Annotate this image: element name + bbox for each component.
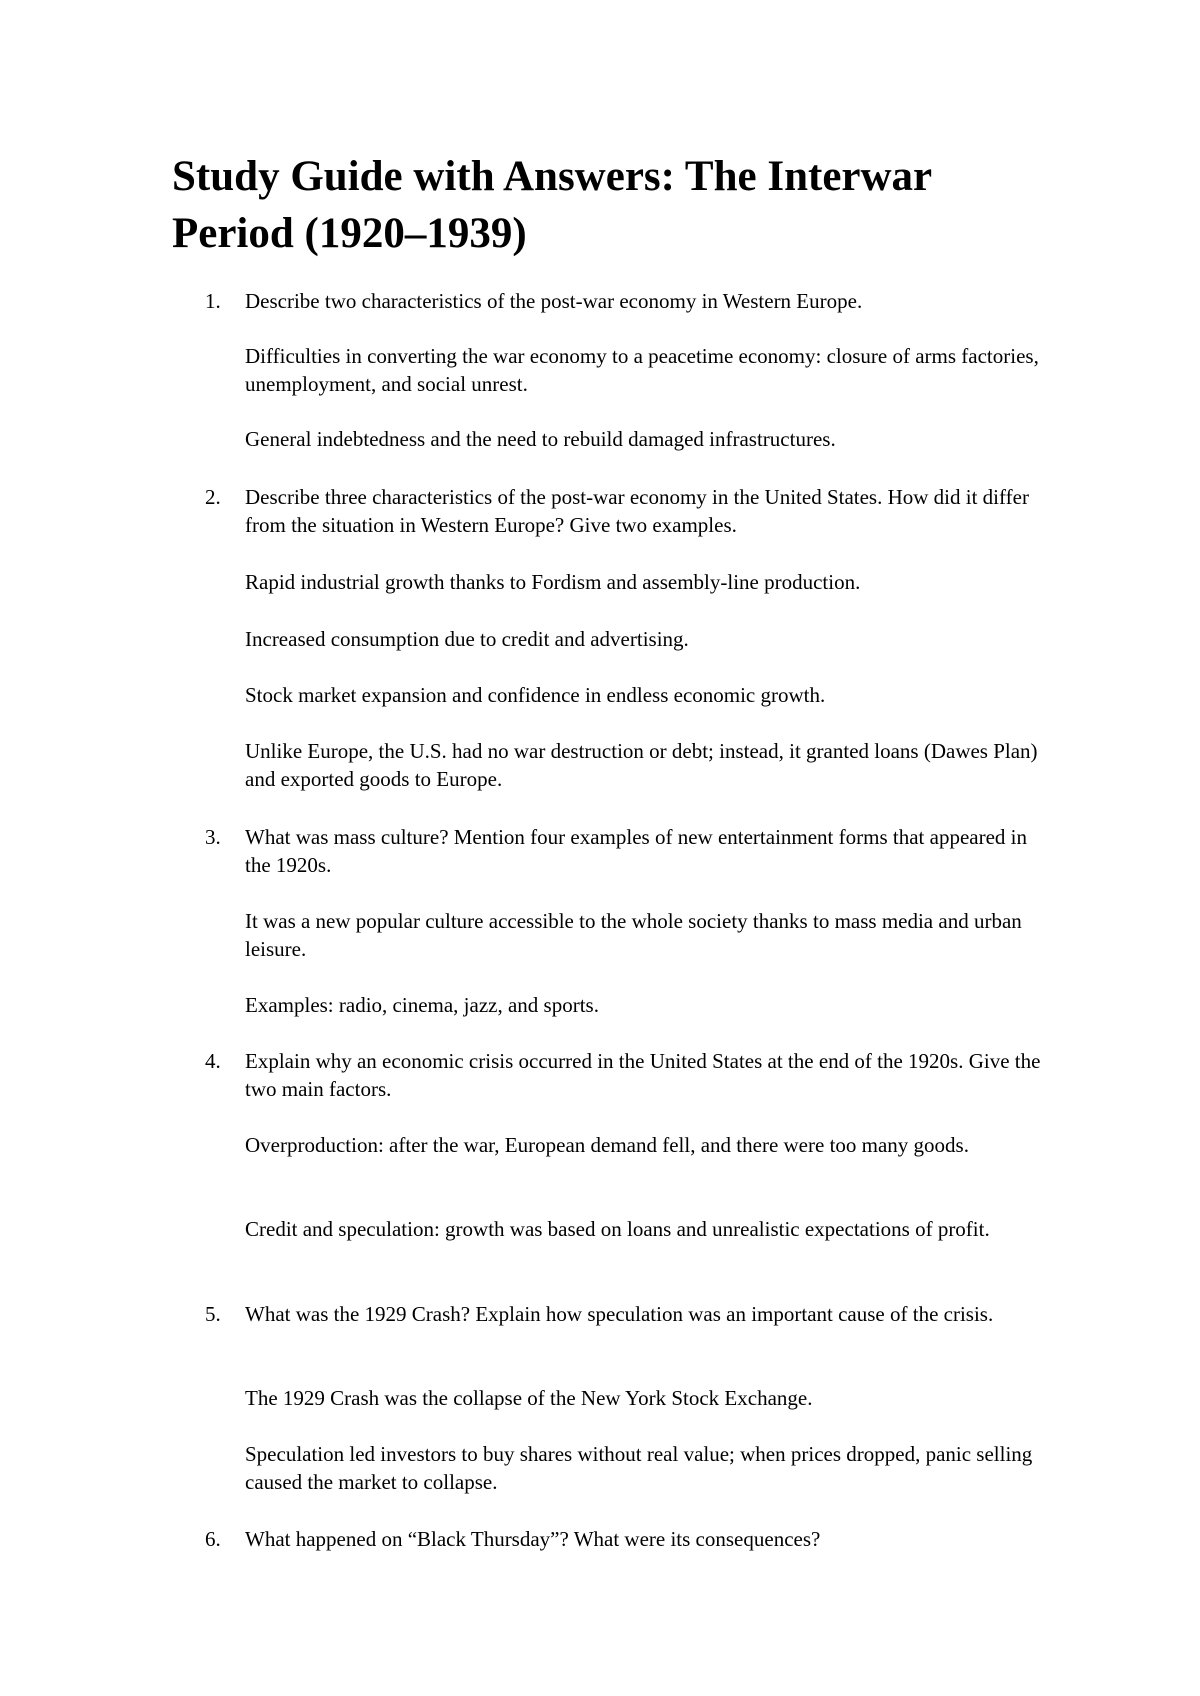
answer-text: Rapid industrial growth thanks to Fordism and assembly-line production. <box>245 570 861 594</box>
answer-text: Examples: radio, cinema, jazz, and sports. <box>245 993 599 1017</box>
question-number: 4. <box>205 1049 221 1073</box>
answer-text: It was a new popular culture accessible to the whole society thanks to mass media and urban leisure. <box>245 909 1022 961</box>
question-text: Explain why an economic crisis occurred in the United States at the end of the 1920s. Give the two main factors. <box>245 1049 1041 1101</box>
answer-text: The 1929 Crash was the collapse of the New York Stock Exchange. <box>245 1386 813 1410</box>
question-text: What was the 1929 Crash? Explain how speculation was an important cause of the crisis. <box>245 1302 994 1326</box>
answer-text: Unlike Europe, the U.S. had no war destruction or debt; instead, it granted loans (Dawes Plan) and exported goods to Europe. <box>245 739 1038 791</box>
answer-text: Overproduction: after the war, European demand fell, and there were too many goods. <box>245 1133 969 1157</box>
question-text: Describe two characteristics of the post-war economy in Western Europe. <box>245 289 863 313</box>
question-number: 1. <box>205 289 221 313</box>
answer-text: Credit and speculation: growth was based on loans and unrealistic expectations of profit. <box>245 1217 990 1241</box>
question-text: What was mass culture? Mention four examples of new entertainment forms that appeared in the 1920s. <box>245 825 1027 877</box>
question-number: 6. <box>205 1527 221 1551</box>
answer-text: Increased consumption due to credit and advertising. <box>245 627 689 651</box>
question-number: 2. <box>205 485 221 509</box>
answer-text: Speculation led investors to buy shares without real value; when prices dropped, panic selling caused the market to collapse. <box>245 1442 1033 1494</box>
question-number: 3. <box>205 825 221 849</box>
answer-text: Difficulties in converting the war economy to a peacetime economy: closure of arms factories, unemployment, and social unrest. <box>245 344 1039 396</box>
question-text: What happened on “Black Thursday”? What were its consequences? <box>245 1527 821 1551</box>
question-number: 5. <box>205 1302 221 1326</box>
answer-text: General indebtedness and the need to rebuild damaged infrastructures. <box>245 427 836 451</box>
question-text: Describe three characteristics of the post-war economy in the United States. How did it differ from the situation in Western Europe? Give two examples. <box>245 485 1029 537</box>
document-title: Study Guide with Answers: The Interwar Period (1920–1939) <box>172 153 932 257</box>
answer-text: Stock market expansion and confidence in endless economic growth. <box>245 683 826 707</box>
